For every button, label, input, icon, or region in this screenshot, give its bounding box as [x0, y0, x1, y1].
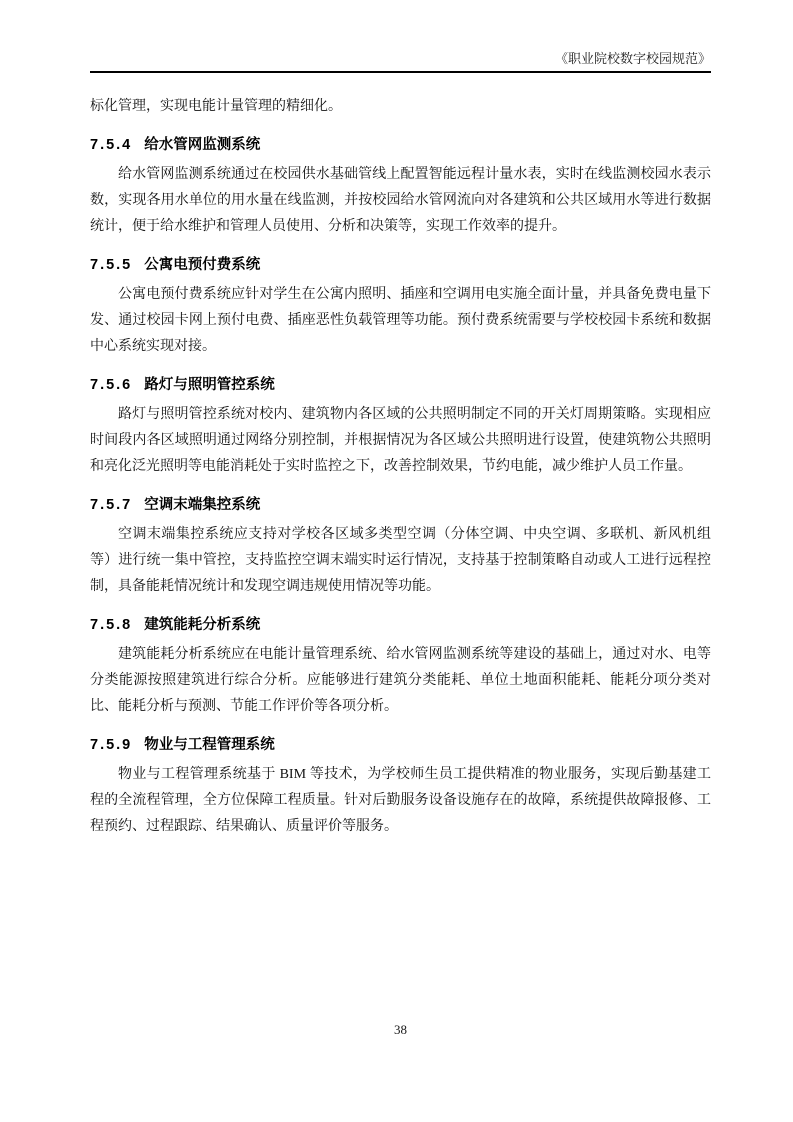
- section-heading: [90, 135, 711, 155]
- section-paragraph: 建筑能耗分析系统应在电能计量管理系统、给水管网监测系统等建设的基础上，通过对水、电等分类能源按照建筑进行综合分析。应能够进行建筑分类能耗、单位土地面积能耗、能耗分项分类对比、能耗分析与预测、节能工作评价等各项分析。: [90, 647, 711, 714]
- section-title: 路灯与照明管控系统: [144, 377, 275, 393]
- page-number: 38: [394, 1022, 407, 1037]
- section-title: 建筑能耗分析系统: [144, 617, 261, 633]
- section-heading: [90, 615, 711, 635]
- section-heading: [90, 495, 711, 515]
- section-title: 空调末端集控系统: [144, 497, 261, 513]
- section-7-5-5: [90, 255, 711, 360]
- section-7-5-7: [90, 495, 711, 600]
- running-header: [90, 50, 711, 73]
- section-number: 7.5.8: [90, 617, 133, 633]
- section-number: 7.5.6: [90, 377, 133, 393]
- section-number: 7.5.7: [90, 497, 133, 513]
- section-heading: [90, 255, 711, 275]
- section-number: 7.5.4: [90, 137, 133, 153]
- section-7-5-8: [90, 615, 711, 720]
- page-content: [90, 50, 711, 855]
- section-heading: [90, 375, 711, 395]
- section-paragraph: 空调末端集控系统应支持对学校各区域多类型空调（分体空调、中央空调、多联机、新风机组等）进行统一集中管控，支持监控空调末端实时运行情况，支持基于控制策略自动或人工进行远程控制，具备能耗情况统计和发现空调违规使用情况等功能。: [90, 527, 711, 594]
- section-title: 给水管网监测系统: [144, 137, 261, 153]
- intro-paragraph: 标化管理，实现电能计量管理的精细化。: [90, 99, 342, 114]
- section-number: 7.5.5: [90, 257, 133, 273]
- section-paragraph: 物业与工程管理系统基于 BIM 等技术，为学校师生员工提供精准的物业服务，实现后勤基建工程的全流程管理，全方位保障工程质量。针对后勤服务设备设施存在的故障，系统提供故障报修、工程预约、过程跟踪、结果确认、质量评价等服务。: [90, 767, 711, 834]
- section-paragraph: 路灯与照明管控系统对校内、建筑物内各区域的公共照明制定不同的开关灯周期策略。实现相应时间段内各区域照明通过网络分别控制，并根据情况为各区域公共照明进行设置，使建筑物公共照明和亮化泛光照明等电能消耗处于实时监控之下，改善控制效果，节约电能，减少维护人员工作量。: [90, 407, 711, 474]
- document-title: 《职业院校数字校园规范》: [554, 51, 711, 66]
- section-paragraph: 公寓电预付费系统应针对学生在公寓内照明、插座和空调用电实施全面计量，并具备免费电量下发、通过校园卡网上预付电费、插座恶性负载管理等功能。预付费系统需要与学校校园卡系统和数据中心系统实现对接。: [90, 287, 711, 354]
- section-title: 物业与工程管理系统: [144, 737, 275, 753]
- page-footer: [90, 1022, 711, 1038]
- section-7-5-4: [90, 135, 711, 240]
- section-heading: [90, 735, 711, 755]
- section-paragraph: 给水管网监测系统通过在校园供水基础管线上配置智能远程计量水表，实时在线监测校园水表示数，实现各用水单位的用水量在线监测，并按校园给水管网流向对各建筑和公共区域用水等进行数据统计，便于给水维护和管理人员使用、分析和决策等，实现工作效率的提升。: [90, 167, 711, 234]
- section-7-5-9: [90, 735, 711, 840]
- section-7-5-6: [90, 375, 711, 480]
- section-number: 7.5.9: [90, 737, 133, 753]
- section-title: 公寓电预付费系统: [144, 257, 261, 273]
